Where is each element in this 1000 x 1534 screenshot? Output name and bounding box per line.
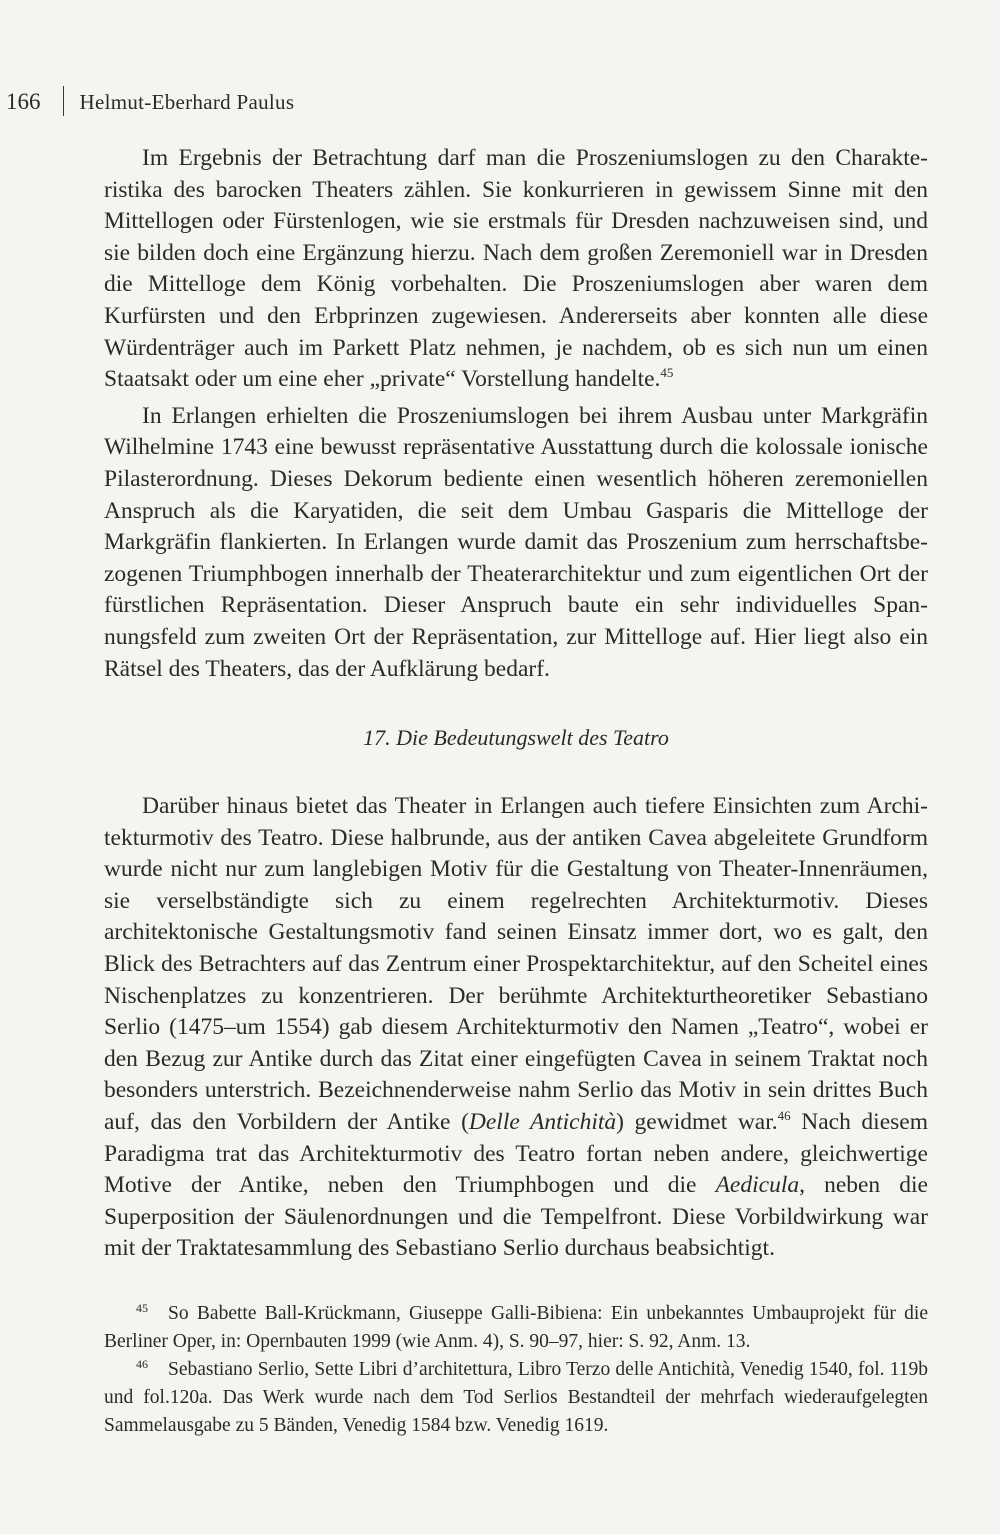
footnote-46: 46 Sebastiano Serlio, Sette Libri d’architettura, Libro Terzo delle Antichità, Venedig 1540, fol. 119b und fol.120a. Das Werk wurde nach dem Tod Serlios Bestandteil der mehrfach wiederaufgelegten Sammelausgabe zu 5 Bänden, Venedig 1584 bzw. Venedig 1619. [104, 1357, 928, 1436]
footnote-ref-45: 45 [660, 365, 674, 381]
header-divider [63, 86, 64, 116]
page-number: 166 [6, 89, 41, 114]
paragraph-text: In Erlangen erhielten die Proszeniumslogen bei ihrem Ausbau unter Markgräfin Wilhelmine 1743 eine bewusst repräsentative Ausstattung durch die kolossale ionische Pilasterordnung. Dieses Dekorum bediente einen wesentlich höheren zeremoniellen Anspruch als die Karyatiden, die seit dem Umbau Gasparis die Mittelloge der Markgräfin flankierten. In Erlangen wurde damit das Proszenium zum herrschaftsbezogenen Triumphbogen innerhalb der Theaterarchitektur und zum eigentlichen Ort der fürstlichen Repräsentation. Dieser Anspruch baute ein sehr individuelles Spannungsfeld zum zweiten Ort der Repräsentation, zur Mittelloge auf. Hier liegt also ein Rätsel des Theaters, das der Aufklärung bedarf. [104, 402, 928, 682]
paragraph-2 [104, 401, 928, 685]
paragraph-text: Im Ergebnis der Betrachtung darf man die Proszeniumslogen zu den Charakteristika des barocken Theaters zählen. Sie konkurrieren in gewissem Sinne mit den Mittellogen oder Fürstenlogen, wie sie erstmals für Dresden nachzuweisen sind, und sie bilden doch eine Ergänzung hierzu. Nach dem großen Zeremoniell war in Dresden die Mittelloge dem König vorbehalten. Die Proszeniumslogen aber waren dem Kurfürsten und den Erbprinzen zugewiesen. Andererseits aber konnten alle diese Würdenträger auch im Parkett Platz nehmen, je nachdem, ob es sich nun um einen Staatsakt oder um eine eher „private“ Vorstellung handelte. [104, 145, 928, 393]
paragraph-text: ) gewidmet war. [616, 1109, 778, 1136]
main-text [104, 143, 928, 1265]
italic-title-delle-antichita: Delle Antichità [468, 1109, 617, 1136]
footnote-text: So Babette Ball-Krückmann, Giuseppe Galli-Bibiena: Ein unbekanntes Umbauprojekt für die Berliner Oper, in: Opernbauten 1999 (wie Anm. 4), S. 90–97, hier: S. 92, Anm. 13. [104, 1303, 928, 1352]
footnote-ref-46: 46 [777, 1108, 791, 1124]
italic-term-aedicula: Aedicula [715, 1172, 800, 1199]
footnote-45: 45 So Babette Ball-Krückmann, Giuseppe Galli-Bibiena: Ein unbekanntes Umbauprojekt für die Berliner Oper, in: Opernbauten 1999 (wie Anm. 4), S. 90–97, hier: S. 92, Anm. 13. [104, 1301, 928, 1352]
running-head [6, 86, 294, 117]
paragraph-text: , neben die Superposition der Säulenordnungen und die Tempelfront. Diese Vorbildwirkung war mit der Traktatesammlung des Sebastiano Serlio durchaus beabsichtigt. [104, 1172, 928, 1262]
footnotes [104, 1300, 928, 1440]
paragraph-1 [104, 143, 928, 396]
paragraph-3 [104, 791, 928, 1265]
footnote-text: Sebastiano Serlio, Sette Libri d’architettura, Libro Terzo delle Antichità, Venedig 1540, fol. 119b und fol.120a. Das Werk wurde nach dem Tod Serlios Bestandteil der mehrfach wiederaufgelegten Sammelausgabe zu 5 Bänden, Venedig 1584 bzw. Venedig 1619. [104, 1359, 928, 1436]
paragraph-text: Nach diesem Paradigma trat das Architekturmotiv des Teatro fortan neben andere, gleichwertige Motive der Antike, neben den Triumphbogen und die [104, 1109, 928, 1199]
paragraph-text: Darüber hinaus bietet das Theater in Erlangen auch tiefere Einsichten zum Architekturmotiv des Teatro. Diese halbrunde, aus der antiken Cavea abgeleitete Grundform wurde nicht nur zum langlebigen Motiv für die Gestaltung von Theater-Innenräumen, sie verselbständigte sich zu einem regelrechten Architekturmotiv. Dieses architektonische Gestaltungsmotiv fand seinen Einsatz immer dort, wo es galt, den Blick des Betrachters auf das Zentrum einer Prospektarchitektur, auf den Scheitel eines Nischenplatzes zu konzentrieren. Der berühmte Architekturtheoretiker Sebastiano Serlio (1475–um 1554) gab diesem Architekturmotiv den Namen „Teatro“, wobei er den Bezug zur Antike durch das Zitat einer eingefügten Cavea in seinem Traktat noch besonders unterstrich. Bezeichnenderweise nahm Serlio das Motiv in sein drittes Buch auf, das den Vorbildern der Antike ( [104, 793, 928, 1136]
section-heading: 17. Die Bedeutungswelt des Teatro [363, 725, 669, 751]
author-name: Helmut-Eberhard Paulus [79, 90, 295, 114]
